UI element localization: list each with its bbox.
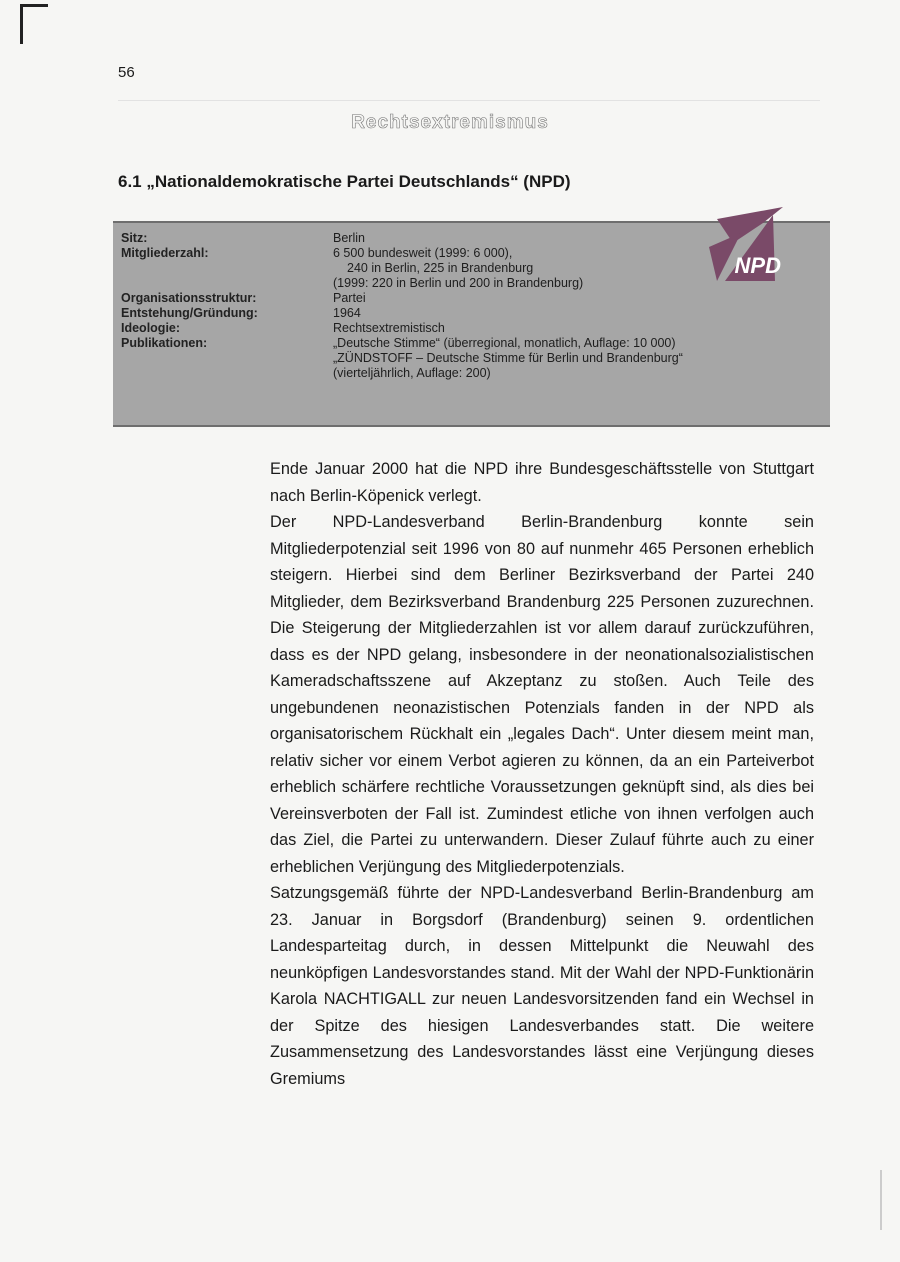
logo-text: NPD — [734, 253, 781, 278]
paragraph: Ende Januar 2000 hat die NPD ihre Bundesgeschäftsstelle von Stuttgart nach Berlin-Köpenick verlegt. — [270, 460, 814, 505]
label-spacer — [121, 276, 258, 291]
paragraph: Der NPD-Landesverband Berlin-Brandenburg konnte sein Mitgliederpotenzial seit 1996 von 80 auf nunmehr 465 Personen erheblich steigern. Hierbei sind dem Berliner Bezirksverband der Partei 240 Mitglieder, dem Bezirksverband Brandenburg 225 Personen zuzurechnen. Die Steigerung der Mitgliederzahlen ist vor allem darauf zurückzuführen, dass es der NPD gelang, insbesondere in der neonationalsozialistischen Kameradschaftsszene auf Akzeptanz zu stoßen. Auch Teile des ungebundenen neonazistischen Potenzials fanden in der NPD als organisatorischem Rückhalt ein „legales Dach“. Unter diesem meint man, relativ sicher vor einem Verbot agieren zu können, da an ein Parteiverbot erheblich schärfere rechtliche Voraussetzungen geknüpft sind, als dies bei Vereinsverboten der Fall ist. Zumindest etliche von ihnen verfolgen auch das Ziel, die Partei zu unterwandern. Dieser Zulauf führte auch zu einer erheblichen Verjüngung des Mitgliederpotenzials. — [270, 513, 814, 876]
label-ideologie: Ideologie: — [121, 321, 181, 335]
info-box — [113, 221, 830, 427]
value-sitz: Berlin — [333, 231, 365, 245]
value-gruendung: 1964 — [333, 306, 361, 320]
crop-mark — [20, 4, 48, 7]
header-rule — [118, 100, 820, 101]
npd-logo — [703, 203, 793, 293]
value-ideologie: Rechtsextremistisch — [333, 321, 445, 335]
value-publikation-2-details: (vierteljährlich, Auflage: 200) — [333, 366, 491, 380]
info-labels — [121, 231, 258, 351]
label-mitgliederzahl: Mitgliederzahl: — [121, 246, 209, 260]
running-head: Rechtsextremismus — [351, 112, 549, 133]
label-entstehung: Entstehung/Gründung: — [121, 306, 258, 320]
value-mitglieder-1999: (1999: 220 in Berlin und 200 in Brandenburg) — [333, 276, 584, 290]
scan-edge-mark — [880, 1170, 882, 1230]
value-organisation: Partei — [333, 291, 366, 305]
paragraph: Satzungsgemäß führte der NPD-Landesverband Berlin-Brandenburg am 23. Januar in Borgsdorf (Brandenburg) seinen 9. ordentlichen Landesparteitag durch, in dessen Mittelpunkt die Neuwahl des neunköpfigen Landesvorstandes stand. Mit der Wahl der NPD-Funktionärin Karola NACHTIGALL zur neuen Landesvorsitzenden fand ein Wechsel in der Spitze des hiesigen Landesverbandes statt. Die weitere Zusammensetzung des Landesvorstandes lässt eine Verjüngung dieses Gremiums — [270, 884, 814, 1088]
label-publikationen: Publikationen: — [121, 336, 208, 350]
info-values — [333, 231, 683, 381]
value-publikation-1: „Deutsche Stimme“ (überregional, monatlich, Auflage: 10 000) — [333, 336, 676, 350]
label-spacer — [121, 261, 258, 276]
section-heading: 6.1 „Nationaldemokratische Partei Deutschlands“ (NPD) — [118, 172, 571, 191]
value-publikation-2: „ZÜNDSTOFF – Deutsche Stimme für Berlin und Brandenburg“ — [333, 351, 683, 365]
body-text — [270, 456, 814, 1092]
page-number: 56 — [118, 64, 135, 81]
value-mitglieder-regional: 240 in Berlin, 225 in Brandenburg — [347, 261, 534, 275]
label-sitz: Sitz: — [121, 231, 148, 245]
npd-logo-graphic — [703, 203, 793, 293]
crop-mark-vertical — [20, 4, 23, 44]
label-organisationsstruktur: Organisationsstruktur: — [121, 291, 257, 305]
value-mitglieder: 6 500 bundesweit (1999: 6 000), — [333, 246, 513, 260]
